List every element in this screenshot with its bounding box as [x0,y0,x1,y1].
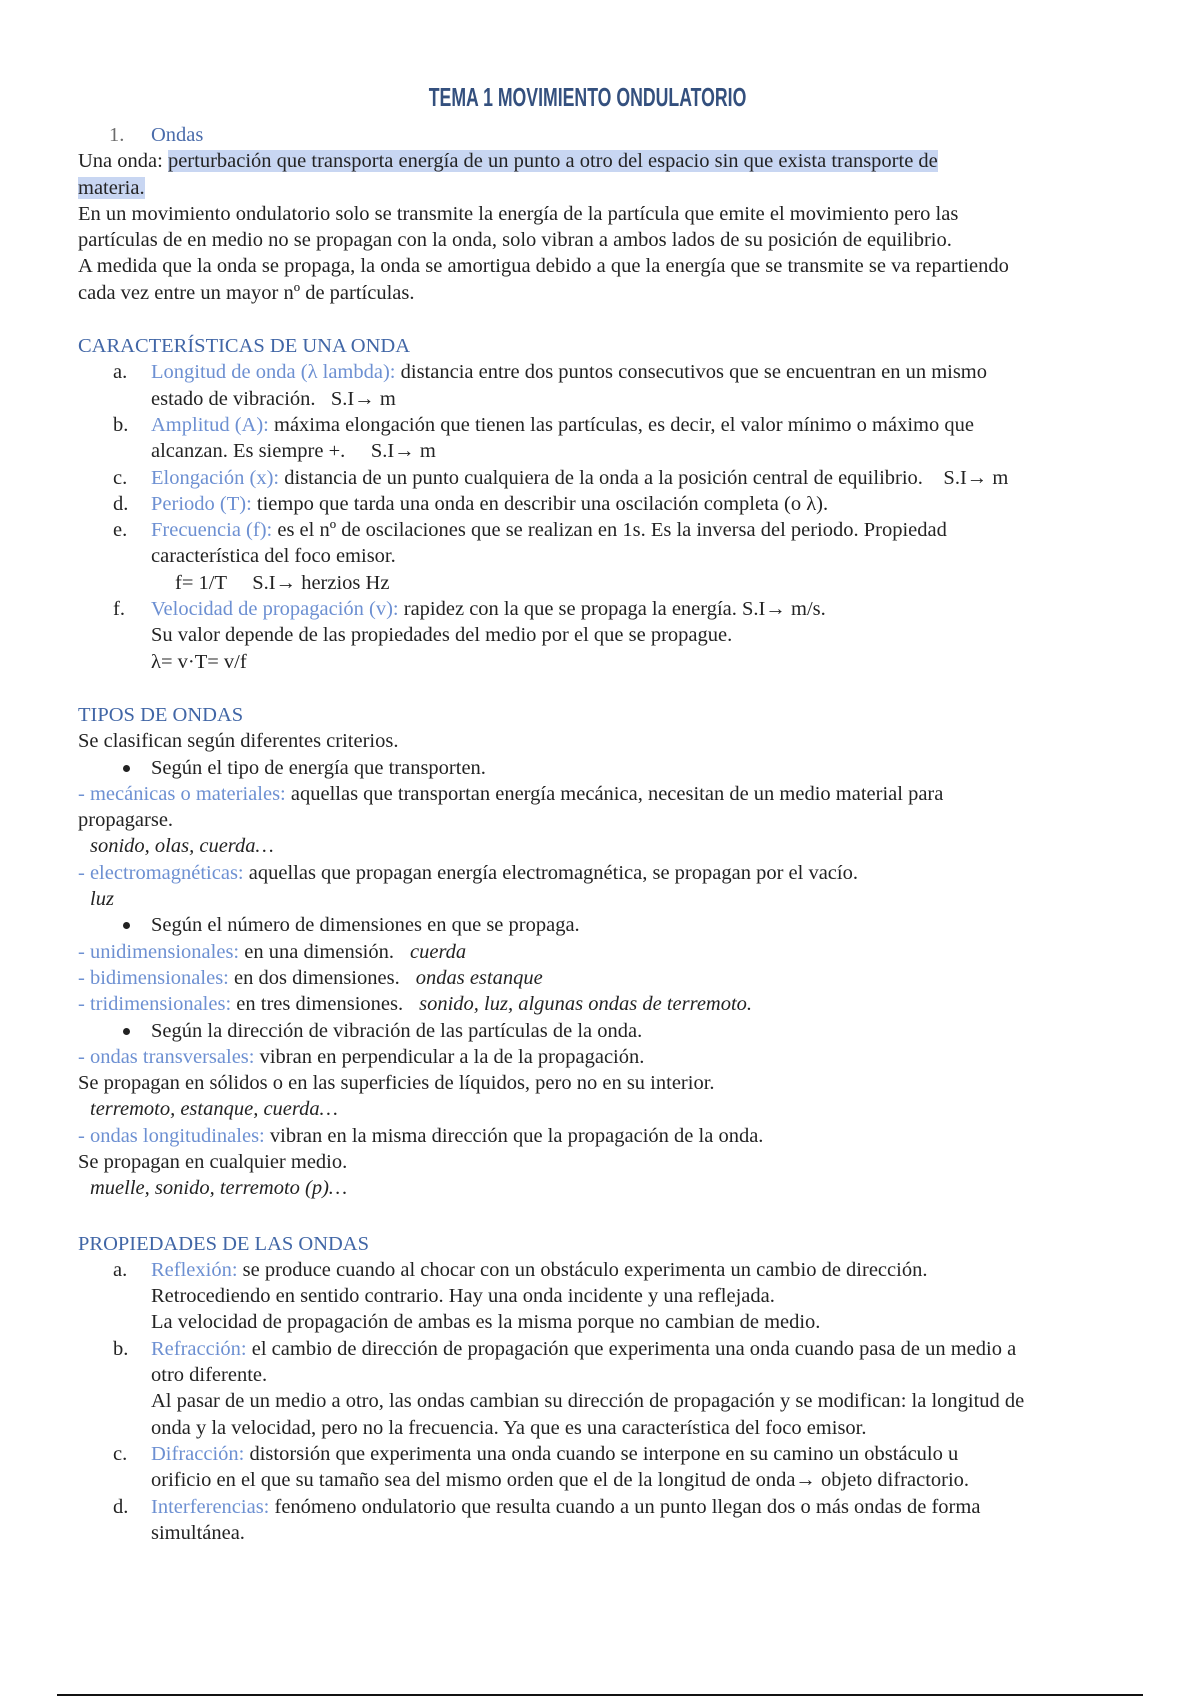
item-text: máxima elongación que tienen las partículas, es decir, el valor mínimo o máximo que [274,413,974,436]
item-letter: b. [113,1337,129,1360]
bullet-icon [123,922,130,929]
caracteristica-item-a [78,359,1168,385]
item-term: Difracción: [151,1442,245,1465]
item-text-line: estado de vibración. S.I→ m [151,387,396,410]
type-continuation [78,1149,1168,1175]
paragraph-line [78,227,1168,253]
criterion-item [78,1018,1168,1044]
item-text: distancia entre dos puntos consecutivos que se encuentran en un mismo [400,361,988,384]
propiedades-heading: PROPIEDADES DE LAS ONDAS [78,1232,370,1255]
examples-text: cuerda [410,940,467,963]
type-line [78,939,1168,965]
formula-text: λ= v·T= v/f [151,650,247,673]
item-text: distancia de un punto cualquiera de la onda a la posición central de equilibrio. S.I→ m [284,466,1009,489]
examples-text: sonido, olas, cuerda… [90,835,274,858]
paragraph-line [78,201,1168,227]
definition-line-2 [78,175,1168,201]
definition-label: Una onda: [78,150,163,173]
item-continuation [78,622,1168,648]
item-letter: b. [113,413,129,436]
item-text: distorsión que experimenta una onda cuando se interpone en su camino un obstáculo u [249,1442,959,1465]
criterion-item [78,912,1168,938]
type-examples [78,1175,1168,1201]
item-letter: f. [113,598,125,621]
paragraph-text: partículas de en medio no se propagan con la onda, solo vibran a ambos lados de su posición de equilibrio. [78,229,952,252]
item-continuation [78,1520,1168,1546]
paragraph-line [78,280,1168,306]
caracteristica-item-f [78,596,1168,622]
definition-highlight: materia. [78,176,145,199]
item-continuation [78,1415,1168,1441]
item-text: es el nº de oscilaciones que se realizan en 1s. Es la inversa del periodo. Propiedad [277,519,947,542]
type-term: - ondas longitudinales: [78,1124,265,1147]
paragraph-text: A medida que la onda se propaga, la onda se amortigua debido a que la energía que se transmite se va repartiendo [78,255,1009,278]
propiedad-item-d [78,1494,1168,1520]
criterion-text: Según el tipo de energía que transporten. [151,756,486,779]
item-letter: d. [113,1495,129,1518]
item-continuation [78,1467,1168,1493]
formula-text: f= 1/T S.I→ herzios Hz [175,571,390,594]
type-examples [78,833,1168,859]
item-text: rapidez con la que se propaga la energía. S.I→ m/s. [403,598,826,621]
propiedad-item-b [78,1336,1168,1362]
item-text-line: Al pasar de un medio a otro, las ondas cambian su dirección de propagación y se modifican: la longitud de [151,1390,1025,1413]
item-letter: e. [113,519,128,542]
section-heading [78,122,1168,148]
type-line [78,860,1168,886]
bottom-divider [57,1694,1143,1696]
item-continuation [78,543,1168,569]
item-text-line: simultánea. [151,1521,245,1544]
item-text: el cambio de dirección de propagación que experimenta una onda cuando pasa de un medio a [251,1337,1017,1360]
definition-highlight: perturbación que transporta energía de un punto a otro del espacio sin que exista transporte de [167,150,938,173]
type-examples [78,1096,1168,1122]
item-term: Reflexión: [151,1258,238,1281]
type-term: - bidimensionales: [78,966,229,989]
type-text: vibran en la misma dirección que la propagación de la onda. [269,1124,764,1147]
criterion-text: Según la dirección de vibración de las partículas de la onda. [151,1019,643,1042]
item-text-line: onda y la velocidad, pero no la frecuencia. Ya que es una característica del foco emisor. [151,1416,867,1439]
caracteristica-item-c [78,465,1168,491]
item-continuation [78,438,1168,464]
item-term: Frecuencia (f): [151,519,273,542]
document-body [78,122,1168,1546]
item-term: Velocidad de propagación (v): [151,598,399,621]
type-continuation [78,1070,1168,1096]
type-term: - tridimensionales: [78,993,232,1016]
tipos-intro: Se clasifican según diferentes criterios. [78,730,399,753]
item-text-line: Su valor depende de las propiedades del medio por el que se propague. [151,624,733,647]
type-term: - electromagnéticas: [78,861,244,884]
item-continuation [78,1283,1168,1309]
examples-text: luz [90,888,114,911]
item-term: Refracción: [151,1337,247,1360]
type-line [78,1123,1168,1149]
type-text-line: Se propagan en cualquier medio. [78,1150,348,1173]
caracteristica-item-b [78,412,1168,438]
type-line [78,781,1168,807]
examples-text: sonido, luz, algunas ondas de terremoto. [419,993,753,1016]
item-term: Periodo (T): [151,492,252,515]
item-text: fenómeno ondulatorio que resulta cuando a un punto llegan dos o más ondas de forma [274,1495,981,1518]
item-letter: d. [113,492,129,515]
propiedad-item-a [78,1257,1168,1283]
item-term: Interferencias: [151,1495,270,1518]
examples-text: terremoto, estanque, cuerda… [90,1098,338,1121]
item-continuation [78,1388,1168,1414]
section-title: Ondas [151,124,204,146]
item-term: Elongación (x): [151,466,280,489]
type-term: - mecánicas o materiales: [78,782,286,805]
tipos-heading: TIPOS DE ONDAS [78,703,244,726]
item-formula [78,570,1168,596]
paragraph-text: cada vez entre un mayor nº de partículas. [78,281,415,304]
item-continuation [78,386,1168,412]
item-letter: c. [113,466,128,489]
type-text-line: Se propagan en sólidos o en las superficies de líquidos, pero no en su interior. [78,1072,715,1095]
title-row [0,82,1176,112]
paragraph-text: En un movimiento ondulatorio solo se transmite la energía de la partícula que emite el movimiento pero las [78,202,959,225]
propiedad-item-c [78,1441,1168,1467]
item-letter: a. [113,361,128,384]
type-text: aquellas que propagan energía electromagnética, se propagan por el vacío. [248,861,858,884]
type-line [78,1044,1168,1070]
type-line [78,991,1168,1017]
item-letter: c. [113,1442,128,1465]
type-text-line: propagarse. [78,809,174,832]
section-number: 1. [109,124,125,146]
item-term: Amplitud (A): [151,413,269,436]
type-continuation [78,807,1168,833]
document-title: TEMA 1 MOVIMIENTO ONDULATORIO [429,82,747,112]
type-text: vibran en perpendicular a la de la propagación. [259,1045,645,1068]
item-continuation [78,1309,1168,1335]
examples-text: ondas estanque [415,966,543,989]
item-text-line: Retrocediendo en sentido contrario. Hay una onda incidente y una reflejada. [151,1285,775,1308]
item-text-line: La velocidad de propagación de ambas es la misma porque no cambian de medio. [151,1311,821,1334]
type-term: - ondas transversales: [78,1045,255,1068]
caracteristica-item-e [78,517,1168,543]
type-text: en una dimensión. [244,940,395,963]
item-continuation [78,1362,1168,1388]
criterion-item [78,755,1168,781]
item-formula [78,649,1168,675]
bullet-icon [123,1028,130,1035]
type-examples [78,886,1168,912]
item-text-line: alcanzan. Es siempre +. S.I→ m [151,440,436,463]
item-text: se produce cuando al chocar con un obstáculo experimenta un cambio de dirección. [242,1258,928,1281]
examples-text: muelle, sonido, terremoto (p)… [90,1177,348,1200]
item-text: tiempo que tarda una onda en describir una oscilación completa (o λ). [256,492,829,515]
type-line [78,965,1168,991]
criterion-text: Según el número de dimensiones en que se propaga. [151,914,580,937]
item-text-line: orificio en el que su tamaño sea del mismo orden que el de la longitud de onda→ objeto difractorio. [151,1469,970,1492]
type-text: aquellas que transportan energía mecánica, necesitan de un medio material para [290,782,944,805]
definition-line-1 [78,148,1168,174]
item-term: Longitud de onda (λ lambda): [151,361,396,384]
type-text: en dos dimensiones. [234,966,400,989]
type-text: en tres dimensiones. [236,993,404,1016]
item-letter: a. [113,1258,128,1281]
caracteristica-item-d [78,491,1168,517]
item-text-line: característica del foco emisor. [151,545,396,568]
caracteristicas-heading: CARACTERÍSTICAS DE UNA ONDA [78,335,411,358]
paragraph-line [78,253,1168,279]
type-term: - unidimensionales: [78,940,240,963]
bullet-icon [123,765,130,772]
item-text-line: otro diferente. [151,1364,268,1387]
